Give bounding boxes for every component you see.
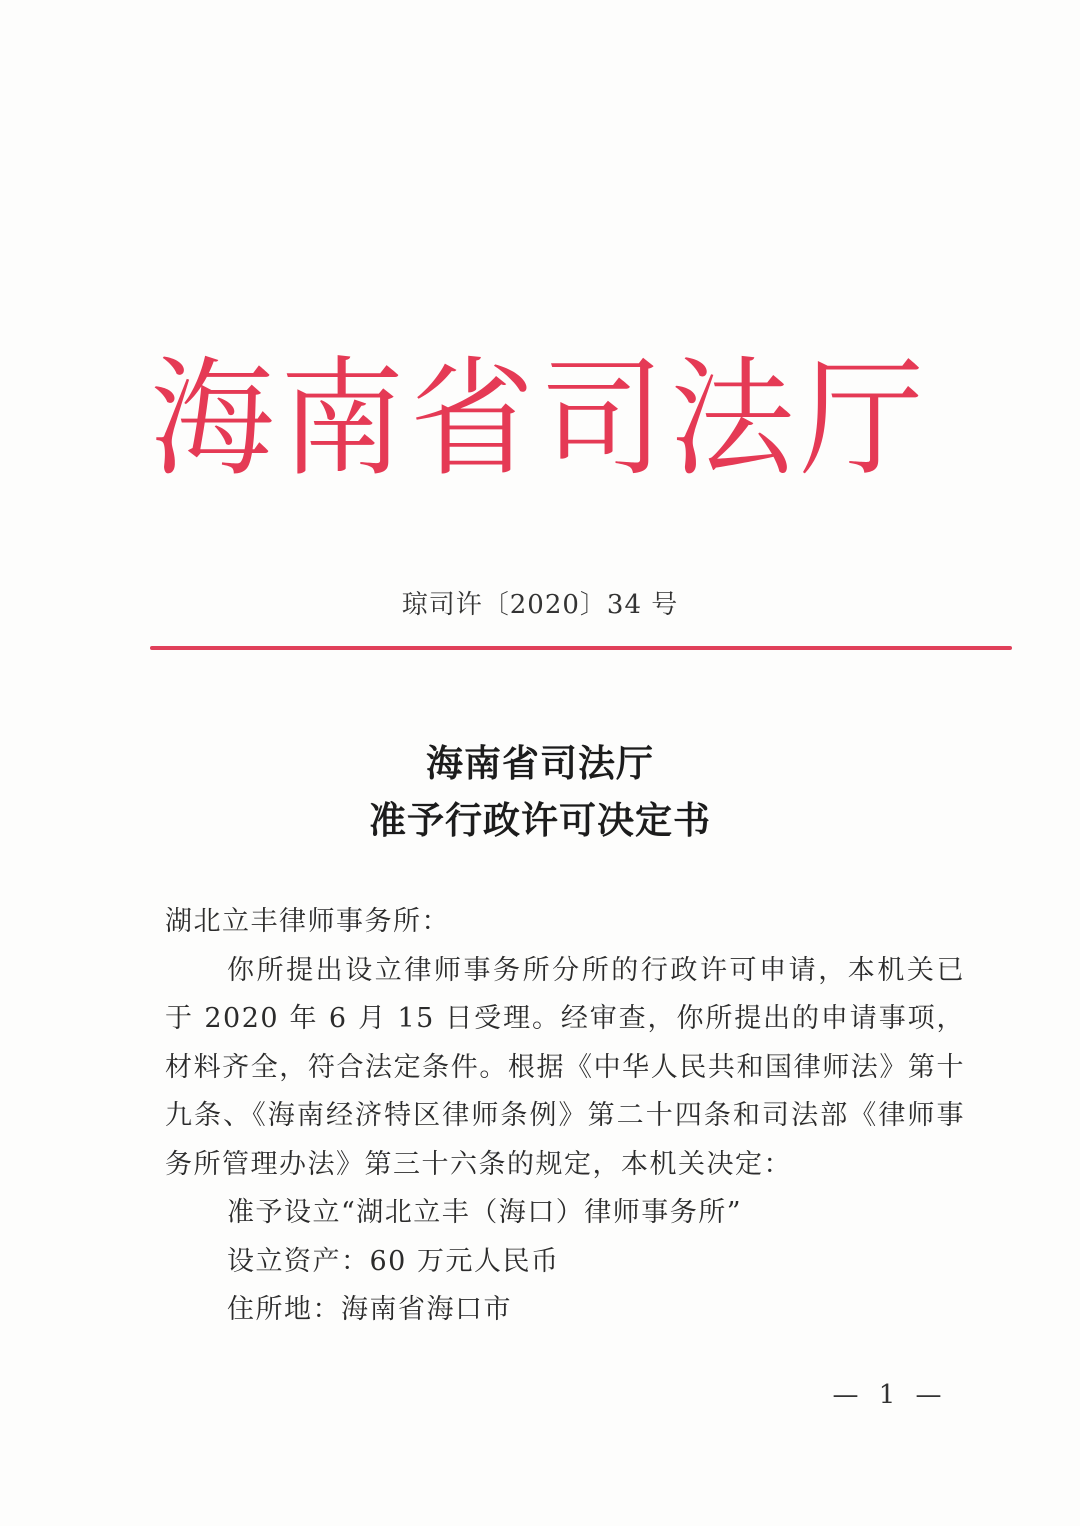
page-number: — 1 — bbox=[832, 1380, 948, 1410]
title-document-type: 准予行政许可决定书 bbox=[369, 798, 711, 842]
document-number: 琼司许〔2020〕34 号 bbox=[401, 590, 679, 620]
decision-item-address: 住所地：海南省海口市 bbox=[227, 1294, 512, 1325]
addressee: 湖北立丰律师事务所： bbox=[165, 906, 450, 937]
document-title bbox=[0, 735, 1080, 849]
document-body bbox=[165, 898, 965, 1335]
body-paragraph: 你所提出设立律师事务所分所的行政许可申请，本机关已于 2020 年 6 月 15 日受理。经审查，你所提出的申请事项，材料齐全，符合法定条件。根据《中华人民共和国律师法》第十九条、《海南经济特区律师条例》第二十四条和司法部《律师事务所管理办法》第三十六条的规定，本机关决定： bbox=[165, 954, 965, 1180]
decision-item-approval: 准予设立“湖北立丰（海口）律师事务所” bbox=[227, 1197, 743, 1228]
decision-item-assets: 设立资产：60 万元人民币 bbox=[227, 1245, 560, 1277]
red-divider-line bbox=[150, 646, 1012, 650]
title-issuer: 海南省司法厅 bbox=[426, 741, 654, 785]
masthead-title: 海南省司法厅 bbox=[150, 345, 930, 494]
